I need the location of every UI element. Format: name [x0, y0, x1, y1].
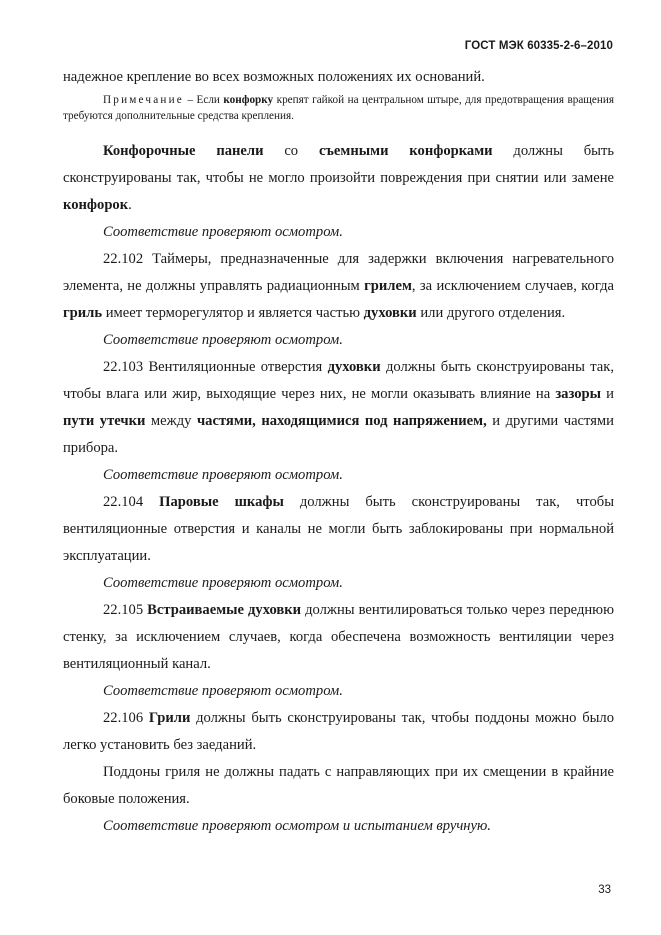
term: духовки [327, 359, 381, 375]
text: 22.102 Таймеры, предназначенные для задержки включения нагревательного элемента, не должны управлять радиационным [63, 251, 614, 294]
text: должны вентилироваться только через переднюю стенку, за исключением случаев, когда обеспечена возможность вентиляции через вентиляционный канал. [63, 602, 614, 672]
term: съемными конфорками [318, 143, 493, 159]
term: конфорок [63, 197, 129, 213]
compliance-check: Соответствие проверяют осмотром. [103, 683, 343, 699]
clause-22-106 [63, 705, 614, 759]
term: духовки [363, 305, 417, 321]
document-body [63, 64, 614, 840]
text: и другими частями прибора. [63, 413, 614, 456]
text: должны быть сконструированы так, чтобы влага или жир, выходящие через них, не могли оказывать влияние на [63, 359, 615, 402]
note-paragraph [63, 92, 614, 124]
clause-22-104 [63, 489, 614, 570]
text: должны быть сконструированы так, чтобы не могло произойти повреждения при снятии или замене [63, 143, 614, 186]
compliance-check: Соответствие проверяют осмотром. [103, 224, 343, 240]
compliance-check: Соответствие проверяют осмотром. [103, 332, 343, 348]
term: Паровые шкафы [159, 494, 284, 510]
clause-22-103 [63, 354, 614, 462]
text: между [145, 413, 197, 429]
text: должны быть сконструированы так, чтобы поддоны можно было легко установить без заеданий. [63, 710, 615, 753]
text: со [263, 143, 319, 159]
term: Грили [148, 710, 191, 726]
text: 22.105 [103, 602, 148, 618]
term: Встраиваемые духовки [147, 602, 302, 618]
compliance-check-manual: Соответствие проверяют осмотром и испытанием вручную. [103, 818, 491, 834]
text: . [128, 197, 132, 213]
text: должны быть сконструированы так, чтобы вентиляционные отверстия и каналы не могли быть заблокированы при нормальной эксплуатации. [63, 494, 614, 564]
page-number: 33 [598, 884, 611, 896]
clause-22-102 [63, 246, 614, 327]
paragraph-burner-panels [63, 138, 614, 219]
note-text: – Если [183, 94, 224, 106]
text: , за исключением случаев, когда [411, 278, 614, 294]
compliance-check: Соответствие проверяют осмотром. [103, 467, 343, 483]
term: гриль [63, 305, 103, 321]
clause-22-105 [63, 597, 614, 678]
paragraph-grill-trays: Поддоны гриля не должны падать с направляющих при их смещении в крайние боковые положения. [63, 764, 614, 807]
paragraph-continuation: надежное крепление во всех возможных положениях их оснований. [63, 69, 485, 85]
note-term: конфорку [223, 94, 274, 106]
compliance-check: Соответствие проверяют осмотром. [103, 575, 343, 591]
term: зазоры [555, 386, 602, 402]
note-label: Примечание [103, 94, 184, 106]
text: и [601, 386, 614, 402]
text: или другого отделения. [416, 305, 566, 321]
text: 22.106 [103, 710, 149, 726]
term: Конфорочные панели [103, 143, 264, 159]
document-code-header: ГОСТ МЭК 60335-2-6–2010 [464, 40, 613, 52]
text: 22.104 [103, 494, 160, 510]
term: частями, находящимися под напряжением, [196, 413, 487, 429]
term: пути утечки [63, 413, 146, 429]
term: грилем [364, 278, 412, 294]
text: имеет терморегулятор и является частью [102, 305, 364, 321]
note-text: крепят гайкой на центральном штыре, для предотвращения вращения требуются дополнительные средства крепления. [63, 94, 614, 122]
text: 22.103 Вентиляционные отверстия [103, 359, 328, 375]
